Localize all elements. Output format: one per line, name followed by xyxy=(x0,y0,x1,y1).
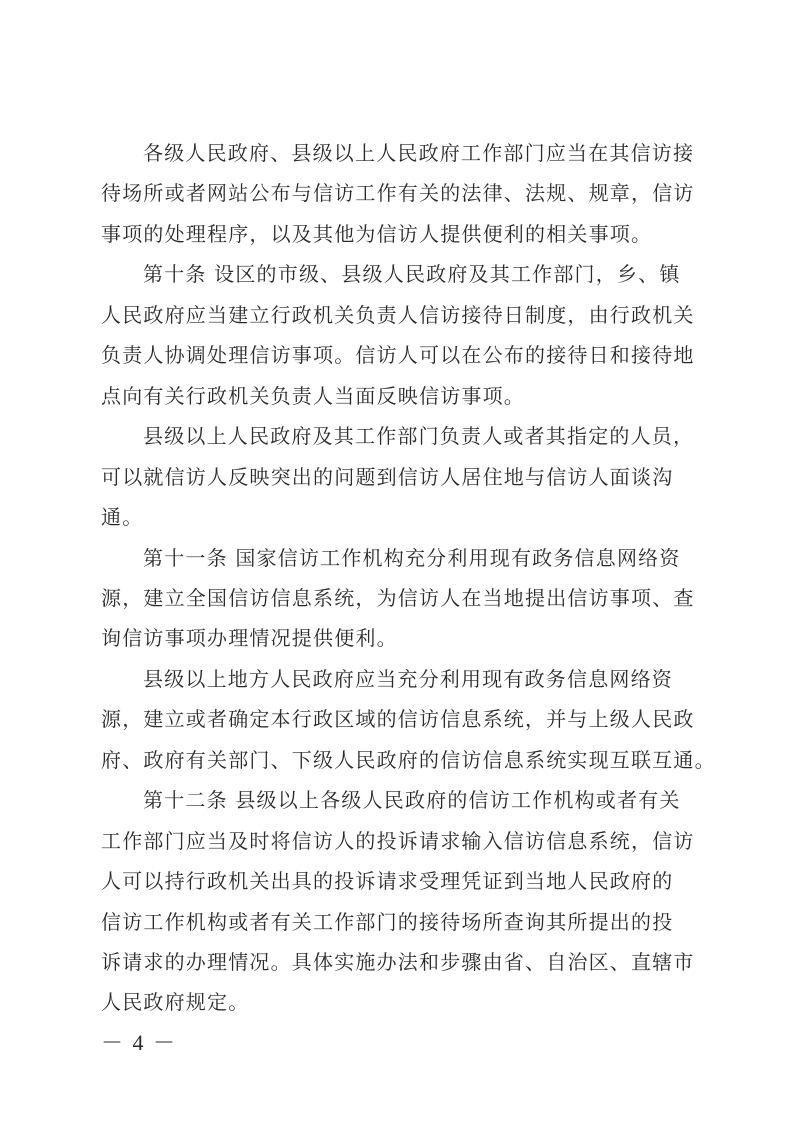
paragraph-line: 点向有关行政机关负责人当面反映信访事项。 xyxy=(101,383,525,408)
paragraph-line: 信访工作机构或者有关工作部门的接待场所查询其所提出的投 xyxy=(101,909,674,934)
paragraph-line: 事项的处理程序，以及其他为信访人提供便利的相关事项。 xyxy=(101,221,653,246)
paragraph-line: 第十条 设区的市级、县级人民政府及其工作部门，乡、镇 xyxy=(143,262,681,287)
paragraph-line: 第十二条 县级以上各级人民政府的信访工作机构或者有关 xyxy=(143,788,681,813)
paragraph-line: 县级以上人民政府及其工作部门负责人或者其指定的人员， xyxy=(143,424,695,449)
paragraph-line: 源，建立全国信访信息系统，为信访人在当地提出信访事项、查 xyxy=(101,585,695,610)
paragraph-line: 通。 xyxy=(101,505,144,530)
paragraph-line: 人可以持行政机关出具的投诉请求受理凭证到当地人民政府的 xyxy=(101,869,674,894)
paragraph-line: 询信访事项办理情况提供便利。 xyxy=(101,626,398,651)
paragraph-line: 府、政府有关部门、下级人民政府的信访信息系统实现互联互通。 xyxy=(101,747,716,772)
paragraph-line: 负责人协调处理信访事项。信访人可以在公布的接待日和接待地 xyxy=(101,343,695,368)
paragraph-line: 源，建立或者确定本行政区域的信访信息系统，并与上级人民政 xyxy=(101,707,695,732)
paragraph-line: 可以就信访人反映突出的问题到信访人居住地与信访人面谈沟 xyxy=(101,464,674,489)
paragraph-line: 工作部门应当及时将信访人的投诉请求输入信访信息系统，信访 xyxy=(101,828,695,853)
page-number: － 4 － xyxy=(101,1030,178,1055)
paragraph-line: 县级以上地方人民政府应当充分利用现有政务信息网络资 xyxy=(143,666,673,691)
paragraph-line: 第十一条 国家信访工作机构充分利用现有政务信息网络资 xyxy=(143,545,681,570)
paragraph-line: 人民政府规定。 xyxy=(101,990,250,1015)
paragraph-line: 人民政府应当建立行政机关负责人信访接待日制度，由行政机关 xyxy=(101,302,695,327)
paragraph-line: 待场所或者网站公布与信访工作有关的法律、法规、规章，信访 xyxy=(101,181,695,206)
paragraph-line: 各级人民政府、县级以上人民政府工作部门应当在其信访接 xyxy=(143,141,695,165)
paragraph-line: 诉请求的办理情况。具体实施办法和步骤由省、自治区、直辖市 xyxy=(101,950,695,974)
